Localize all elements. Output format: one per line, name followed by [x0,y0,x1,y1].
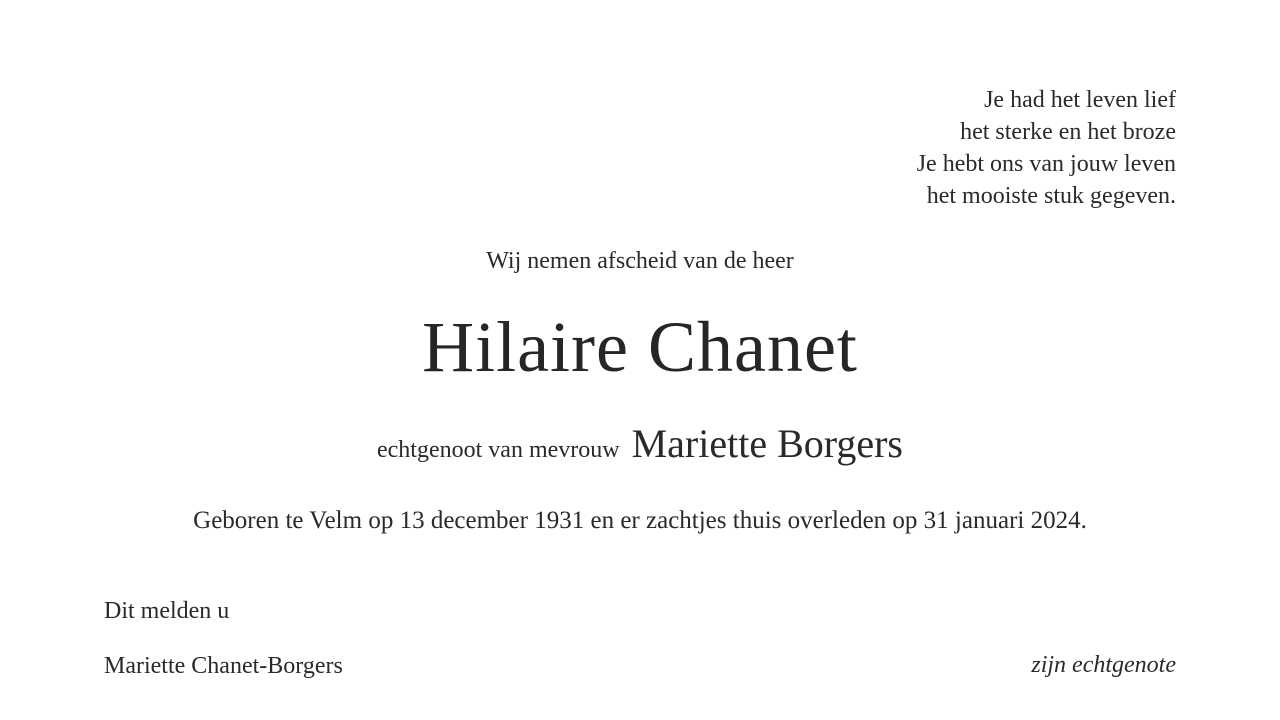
spouse-name: Mariette Borgers [631,421,903,466]
relative-name: Mariette Chanet-Borgers [104,653,343,679]
relative-relation: zijn echtgenote [1031,652,1176,678]
announce-text: Dit melden u [104,598,230,624]
poem-line: het sterke en het broze [960,119,1176,145]
poem-line: Je hebt ons van jouw leven [916,151,1176,177]
poem-line: Je had het leven lief [984,87,1176,113]
poem [917,84,1176,212]
spouse-line [0,420,1280,467]
deceased-name: Hilaire Chanet [422,307,858,387]
poem-line: het mooiste stuk gegeven. [926,183,1176,209]
spouse-prefix: echtgenoot van mevrouw [377,437,620,463]
birth-death-text: Geboren te Velm op 13 december 1931 en er zachtjes thuis overleden op 31 januari 2024. [193,507,1087,534]
intro-text: Wij nemen afscheid van de heer [486,248,794,274]
